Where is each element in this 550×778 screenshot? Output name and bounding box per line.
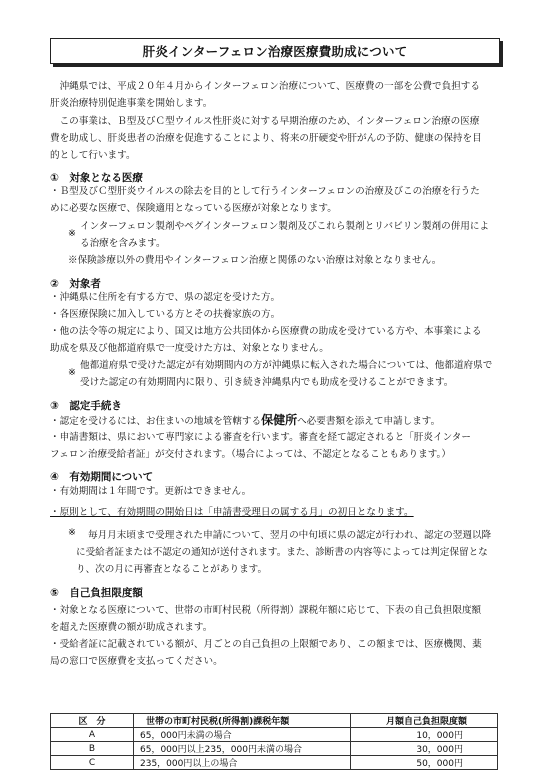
section-line: 助成を県及び他都道府県で一度受けた方は、対象となりません。 [50, 343, 329, 354]
table-header-row [51, 714, 498, 728]
note-line: り、次の月に再審査となることがあります。 [76, 564, 268, 575]
note-line: ※保険診療以外の費用やインターフェロン治療と関係のない治療は対象となりません。 [68, 255, 442, 266]
table-cell: 65，000円未満の場合 [134, 728, 351, 742]
health-center-text: 保健所 [261, 413, 298, 427]
section-heading-eligible: ② 対象者 [50, 278, 101, 290]
document-title: 肝炎インターフェロン治療医療費助成について [50, 38, 500, 64]
table-cell: A [51, 728, 134, 742]
section-line: ・Ｂ型及びＣ型肝炎ウイルスの除去を目的として行うインターフェロンの治療及びこの治療を行うた [50, 186, 480, 197]
section-line: ・他の法令等の規定により、国又は地方公共団体から医療費の助成を受けている方や、本事業による [50, 326, 482, 337]
table-cell: 235，000円以上の場合 [134, 756, 351, 770]
intro-line: 的として行います。 [50, 150, 136, 161]
section-line-underlined: ・原則として、有効期間の開始日は「申請書受理日の属する月」の初日となります。 [50, 507, 414, 518]
table-cell: 10，000円 [351, 728, 498, 742]
header-monthly-limit: 月額自己負担限度額 [351, 714, 498, 728]
note-line: に受給者証または不認定の通知が送付されます。また、診断書の内容等によっては判定保留とな [76, 547, 488, 558]
note-line: 毎月月末頃まで受理された申請について、翌月の中旬頃に県の認定が行われ、認定の翌週以降 [88, 530, 492, 541]
table-row [51, 742, 498, 756]
header-category: 区 分 [51, 714, 134, 728]
table-row [51, 728, 498, 742]
note-line: る治療を含みます。 [80, 238, 166, 249]
header-tax-amount: 世帯の市町村民税(所得割)課税年額 [134, 714, 351, 728]
section-line: ・各医療保険に加入している方とその扶養家族の方。 [50, 309, 281, 320]
text-span: ・認定を受けるには、お住まいの地域を管轄する [50, 416, 262, 427]
intro-line: 肝炎治療特別促進事業を開始します。 [50, 98, 213, 109]
section-line: 局の窓口で医療費を支払ってください。 [50, 656, 223, 667]
text-span: へ必要書類を添えて申請します。 [297, 416, 441, 427]
table-cell: 30，000円 [351, 742, 498, 756]
intro-line: 費を助成し、肝炎患者の治療を促進することにより、将来の肝硬変や肝がんの予防、健康の保持を目 [50, 133, 482, 144]
section-line: めに必要な医療で、保険適用となっている医療が対象となります。 [50, 203, 337, 214]
section-heading-validity: ④ 有効期間について [50, 471, 154, 483]
section-line: を超えた医療費の額が助成されます。 [50, 622, 213, 633]
table-row [51, 756, 498, 770]
note-mark: ※ [68, 228, 77, 239]
section-heading-procedure: ③ 認定手続き [50, 400, 122, 412]
note-line: 受けた認定の有効期間内に限り、引き続き沖縄県内でも助成を受けることができます。 [80, 377, 454, 388]
note-mark: ※ [68, 367, 77, 378]
table-cell: C [51, 756, 134, 770]
table-cell: 65，000円以上235，000円未満の場合 [134, 742, 351, 756]
copay-limit-table [50, 713, 498, 770]
section-line: ・有効期間は１年間です。更新はできません。 [50, 486, 252, 497]
intro-line: この事業は、Ｂ型及びＣ型ウイルス性肝炎に対する早期治療のため、インターフェロン治療の医療 [50, 116, 480, 127]
section-line: ・申請書類は、県において専門家による審査を行います。審査を経て認定されると「肝炎インター [50, 432, 471, 443]
note-line: インターフェロン製剤やペグインターフェロン製剤及びこれら製剤とリバビリン製剤の併用によ [80, 221, 490, 232]
note-mark: ※ [68, 527, 77, 538]
table-cell: 50，000円 [351, 756, 498, 770]
section-line: ・沖縄県に住所を有する方で、県の認定を受けた方。 [50, 292, 281, 303]
section-heading-target-care: ① 対象となる医療 [50, 172, 143, 184]
section-line: フェロン治療受給者証」が交付されます。（場合によっては、不認定となることもあります。） [50, 449, 451, 460]
section-heading-copay-limit: ⑤ 自己負担限度額 [50, 587, 143, 599]
note-line: 他都道府県で受けた認定が有効期間内の方が沖縄県に転入された場合については、他都道府県で [80, 360, 493, 371]
section-line [50, 412, 505, 430]
section-line: ・受給者証に記載されている額が、月ごとの自己負担の上限額であり、この額までは、医療機関、薬 [50, 639, 482, 650]
intro-line: 沖縄県では、平成２０年４月からインターフェロン治療について、医療費の一部を公費で負担する [50, 81, 480, 92]
section-line: ・対象となる医療について、世帯の市町村民税（所得割）課税年額に応じて、下表の自己負担限度額 [50, 605, 482, 616]
table-cell: B [51, 742, 134, 756]
